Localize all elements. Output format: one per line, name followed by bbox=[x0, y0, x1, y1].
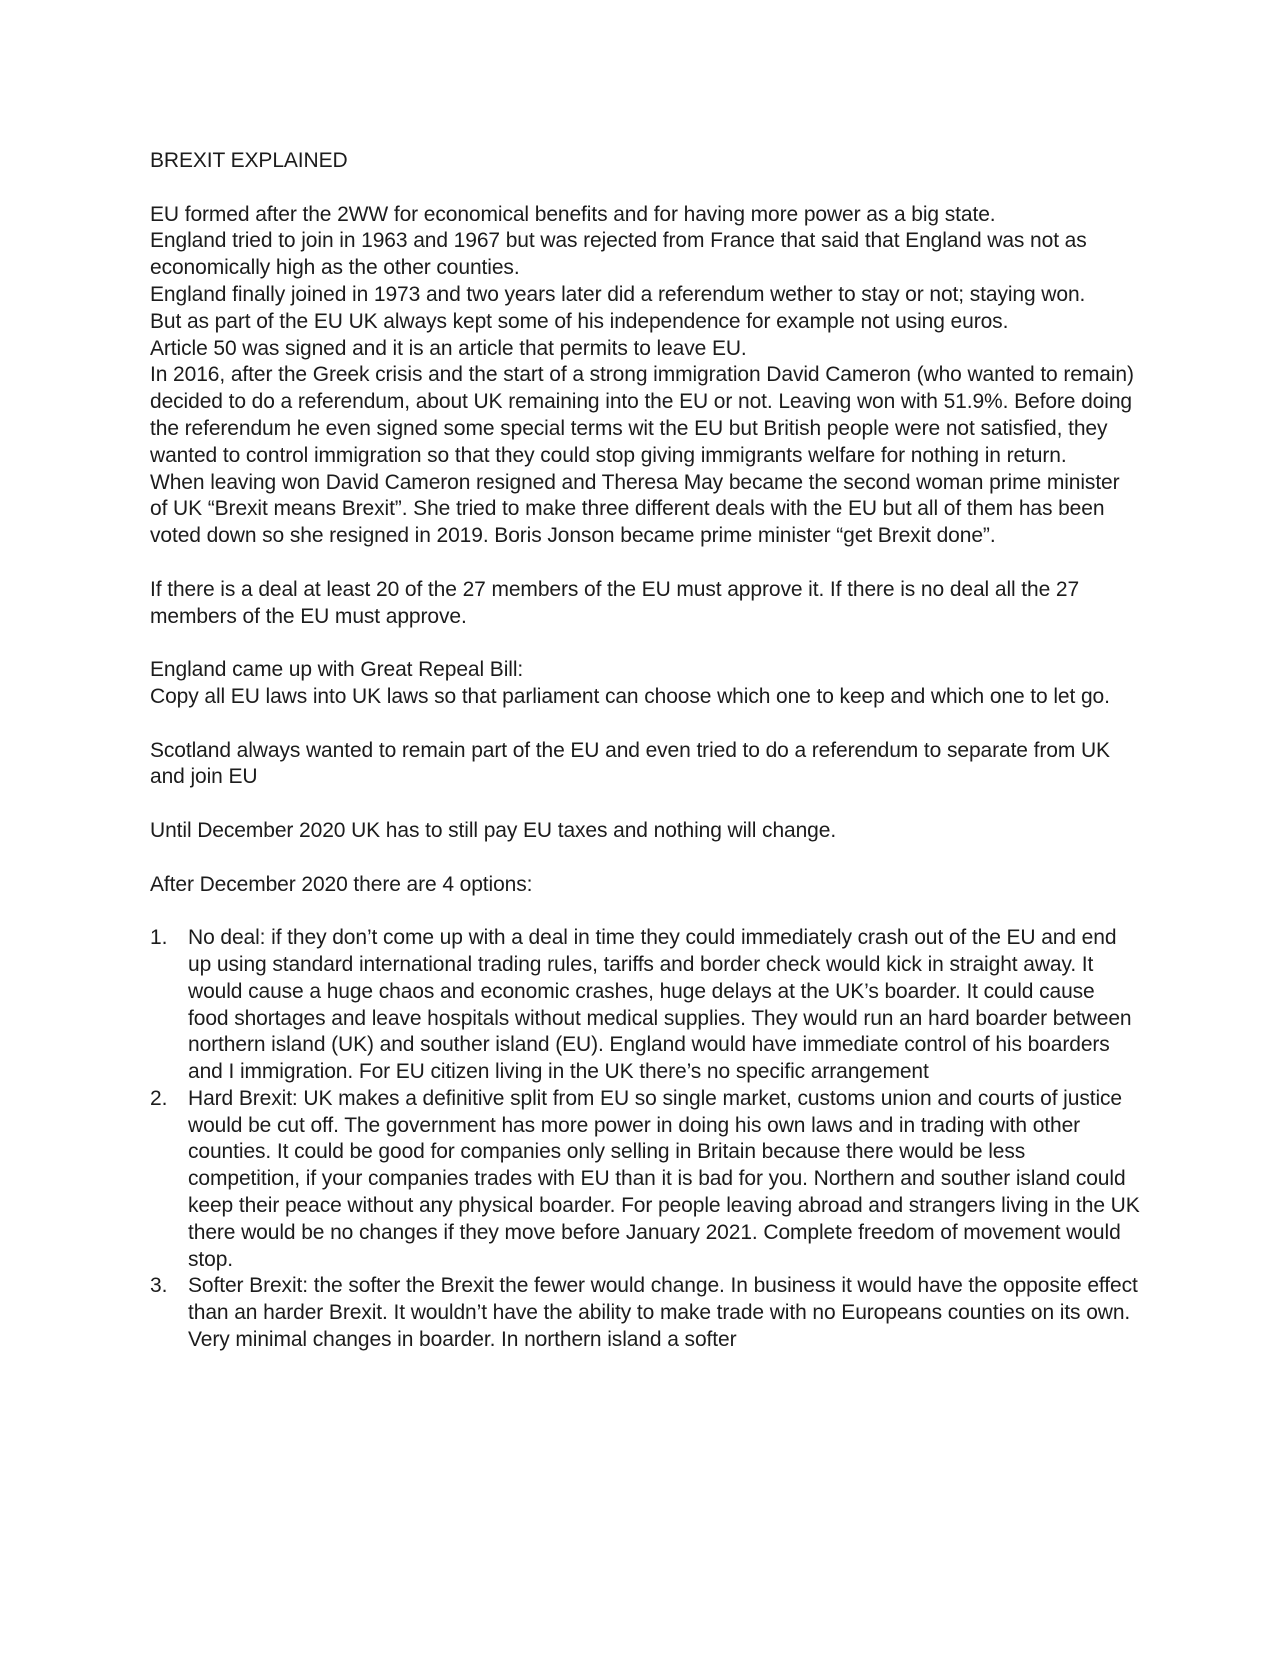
deal-paragraph: If there is a deal at least 20 of the 27 members of the EU must approve it. If there is no deal all the 27 members of the EU must approve. bbox=[150, 577, 1080, 628]
list-item-number: 1. bbox=[150, 926, 168, 950]
list-item-text: Softer Brexit: the softer the Brexit the fewer would change. In business it would have the opposite effect than an harder Brexit. It wouldn’t have the ability to make trade with no Europeans counties on its own. Very minimal changes in boarder. In northern island a softer bbox=[188, 1274, 1138, 1352]
intro-line-1: EU formed after the 2WW for economical benefits and for having more power as a big state. bbox=[150, 202, 996, 226]
intro-line-2: England tried to join in 1963 and 1967 but was rejected from France that said that England was not as economically high as the other counties. bbox=[150, 229, 1087, 280]
options-intro: After December 2020 there are 4 options: bbox=[150, 872, 533, 896]
until-paragraph: Until December 2020 UK has to still pay EU taxes and nothing will change. bbox=[150, 818, 837, 842]
intro-line-6: In 2016, after the Greek crisis and the start of a strong immigration David Cameron (who wanted to remain) decided to do a referendum, about UK remaining into the EU or not. Leaving won with 51.9%. Before doing the referendum he even signed some special terms wit the EU but British people were not satisfied, they wanted to control immigration so that they could stop giving immigrants welfare for nothing in return. bbox=[150, 363, 1134, 467]
intro-line-5: Article 50 was signed and it is an article that permits to leave EU. bbox=[150, 336, 747, 360]
intro-line-4: But as part of the EU UK always kept some of his independence for example not using euros. bbox=[150, 309, 1009, 333]
list-item-text: No deal: if they don’t come up with a deal in time they could immediately crash out of the EU and end up using standard international trading rules, tariffs and border check would kick in straight away. It would cause a huge chaos and economic crashes, huge delays at the UK’s boarder. It could cause food shortages and leave hospitals without medical supplies. They would run an hard boarder between northern island (UK) and souther island (EU). England would have immediate control of his boarders and I immigration. For EU citizen living in the UK there’s no specific arrangement bbox=[188, 926, 1132, 1084]
repeal-text: Copy all EU laws into UK laws so that parliament can choose which one to keep and which one to let go. bbox=[150, 684, 1110, 708]
intro-line-7: When leaving won David Cameron resigned and Theresa May became the second woman prime minister of UK “Brexit means Brexit”. She tried to make three different deals with the EU but all of them has been voted down so she resigned in 2019. Boris Jonson became prime minister “get Brexit done”. bbox=[150, 470, 1120, 548]
scotland-paragraph: Scotland always wanted to remain part of the EU and even tried to do a referendum to separate from UK and join EU bbox=[150, 738, 1110, 789]
document-title: BREXIT EXPLAINED bbox=[150, 149, 348, 172]
list-item-text: Hard Brexit: UK makes a definitive split from EU so single market, customs union and courts of justice would be cut off. The government has more power in doing his own laws and in trading with other counties. It could be good for companies only selling in Britain because there would be less competition, if your companies trades with EU than it is bad for you. Northern and souther island could keep their peace without any physical boarder. For people leaving abroad and strangers living in the UK there would be no changes if they move before January 2021. Complete freedom of movement would stop. bbox=[188, 1086, 1140, 1271]
list-item bbox=[150, 1086, 1140, 1274]
options-list bbox=[150, 925, 1140, 1354]
list-item-number: 2. bbox=[150, 1086, 168, 1110]
list-item bbox=[150, 925, 1140, 1086]
list-item-number: 3. bbox=[150, 1274, 168, 1298]
intro-line-3: England finally joined in 1973 and two years later did a referendum wether to stay or not; staying won. bbox=[150, 282, 1086, 306]
list-item bbox=[150, 1273, 1140, 1353]
document-body bbox=[150, 148, 1140, 1354]
repeal-heading: England came up with Great Repeal Bill: bbox=[150, 658, 524, 682]
